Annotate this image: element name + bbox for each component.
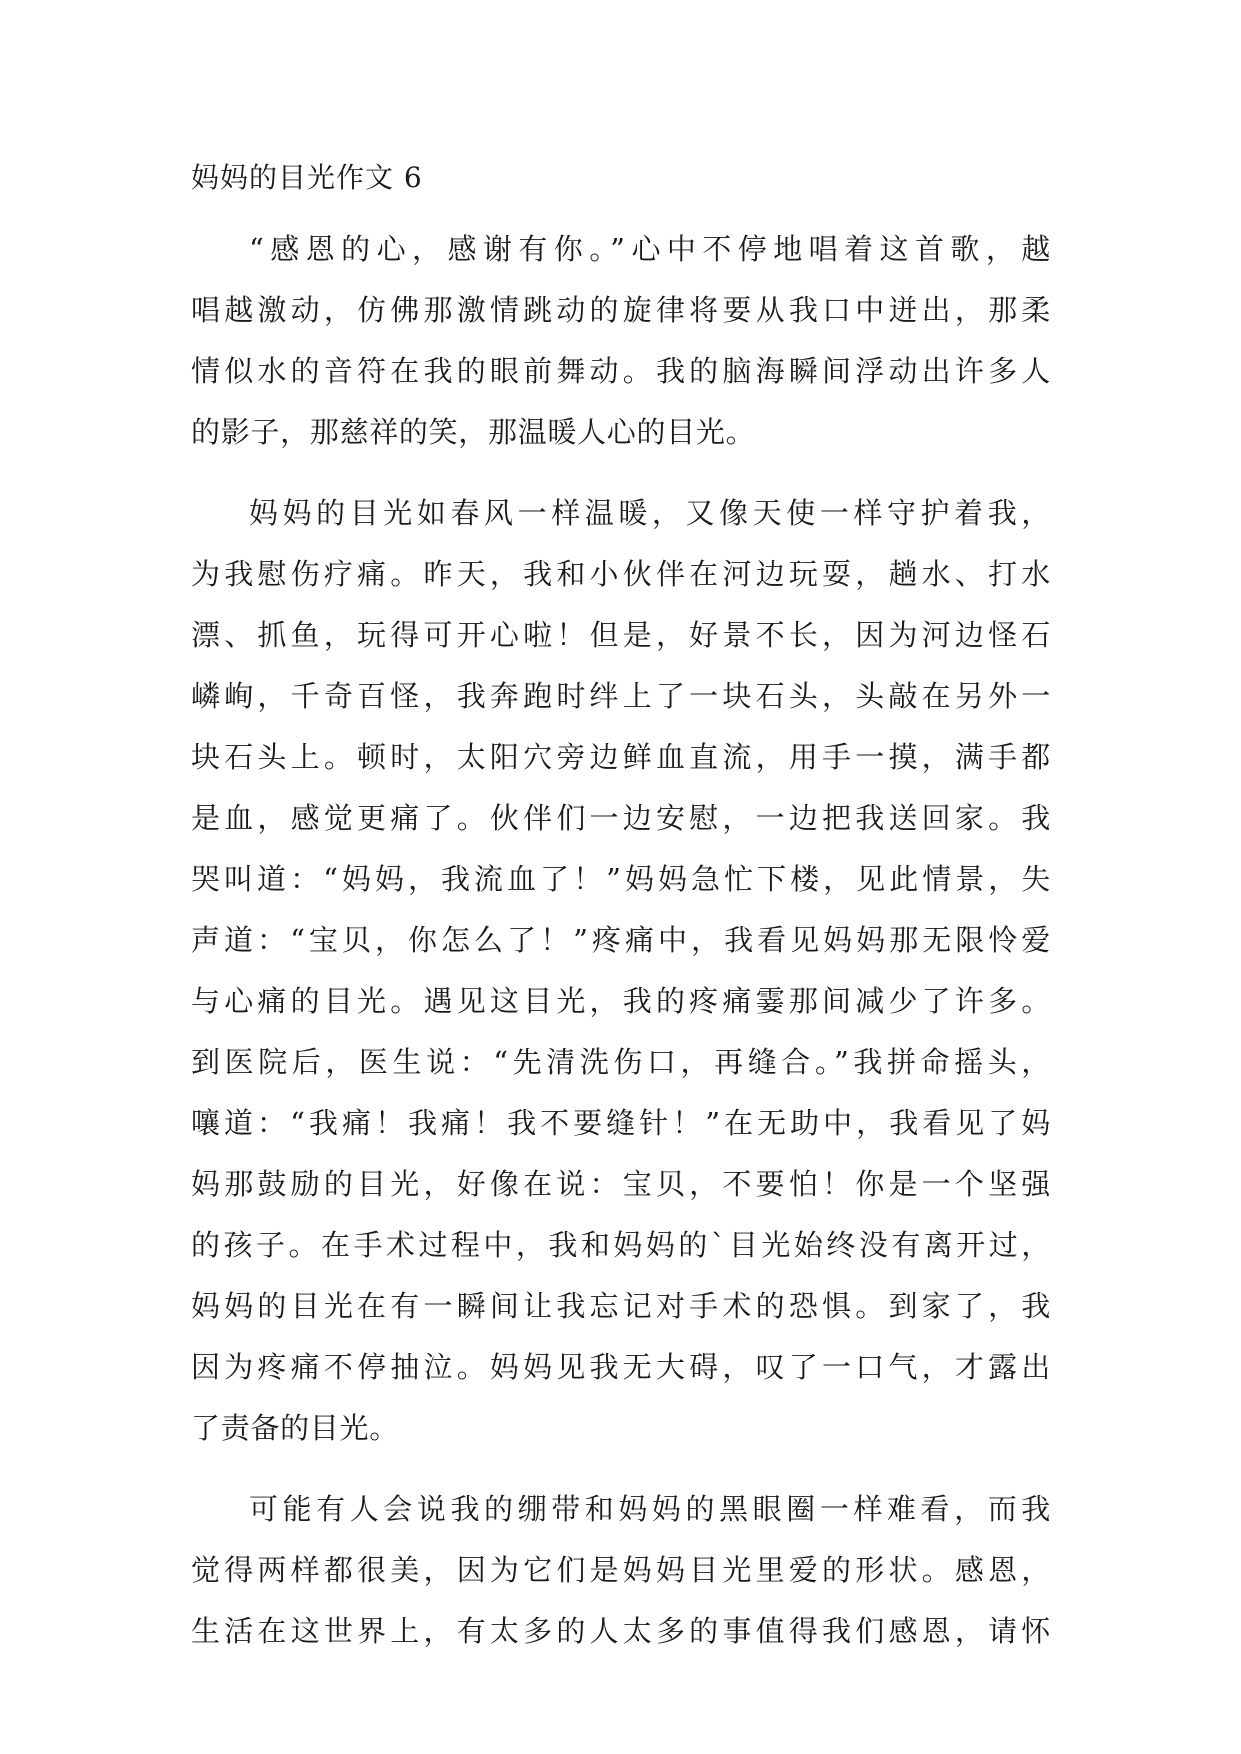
paragraph-line: 为我慰伤疗痛。昨天，我和小伙伴在河边玩耍，趟水、打水 [191, 557, 1051, 591]
paragraph-line: 了责备的目光。 [191, 1411, 399, 1445]
paragraph-1 [191, 219, 1051, 463]
page-title: 妈妈的目光作文 6 [191, 161, 423, 194]
paragraph-line: 到医院后，医生说：“先清洗伤口，再缝合。”我拼命摇头， [191, 1045, 1051, 1079]
paragraph-line: 的影子，那慈祥的笑，那温暖人心的目光。 [191, 415, 756, 449]
paragraph-line: 哭叫道：“妈妈，我流血了！”妈妈急忙下楼，见此情景，失 [191, 862, 1051, 896]
paragraph-line: 的孩子。在手术过程中，我和妈妈的`目光始终没有离开过， [191, 1228, 1051, 1262]
paragraph-line: 生活在这世界上，有太多的人太多的事值得我们感恩，请怀 [191, 1614, 1051, 1648]
paragraph-line: 嶙峋，千奇百怪，我奔跑时绊上了一块石头，头敲在另外一 [191, 679, 1051, 713]
paragraph-line: “感恩的心，感谢有你。”心中不停地唱着这首歌，越 [249, 232, 1051, 266]
paragraph-line: 唱越激动，仿佛那激情跳动的旋律将要从我口中迸出，那柔 [191, 293, 1051, 327]
paragraph-line: 与心痛的目光。遇见这目光，我的疼痛霎那间减少了许多。 [191, 984, 1051, 1018]
paragraph-line: 声道：“宝贝，你怎么了！”疼痛中，我看见妈妈那无限怜爱 [191, 923, 1051, 957]
paragraph-line: 块石头上。顿时，太阳穴旁边鲜血直流，用手一摸，满手都 [191, 740, 1051, 774]
paragraph-line: 觉得两样都很美，因为它们是妈妈目光里爱的形状。感恩， [191, 1553, 1051, 1587]
paragraph-line: 妈妈的目光如春风一样温暖，又像天使一样守护着我， [249, 496, 1051, 530]
paragraph-line: 漂、抓鱼，玩得可开心啦！但是，好景不长，因为河边怪石 [191, 618, 1051, 652]
paragraph-3 [191, 1479, 1051, 1662]
paragraph-line: 妈妈的目光在有一瞬间让我忘记对手术的恐惧。到家了，我 [191, 1289, 1051, 1323]
paragraph-line: 因为疼痛不停抽泣。妈妈见我无大碍，叹了一口气，才露出 [191, 1350, 1051, 1384]
paragraph-line: 是血，感觉更痛了。伙伴们一边安慰，一边把我送回家。我 [191, 801, 1051, 835]
paragraph-2 [191, 483, 1051, 1459]
paragraph-line: 妈那鼓励的目光，好像在说：宝贝，不要怕！你是一个坚强 [191, 1167, 1051, 1201]
paragraph-line: 嚷道：“我痛！我痛！我不要缝针！”在无助中，我看见了妈 [191, 1106, 1051, 1140]
paragraph-line: 情似水的音符在我的眼前舞动。我的脑海瞬间浮动出许多人 [191, 354, 1051, 388]
paragraph-line: 可能有人会说我的绷带和妈妈的黑眼圈一样难看，而我 [249, 1492, 1051, 1526]
document-body [191, 163, 1051, 1682]
